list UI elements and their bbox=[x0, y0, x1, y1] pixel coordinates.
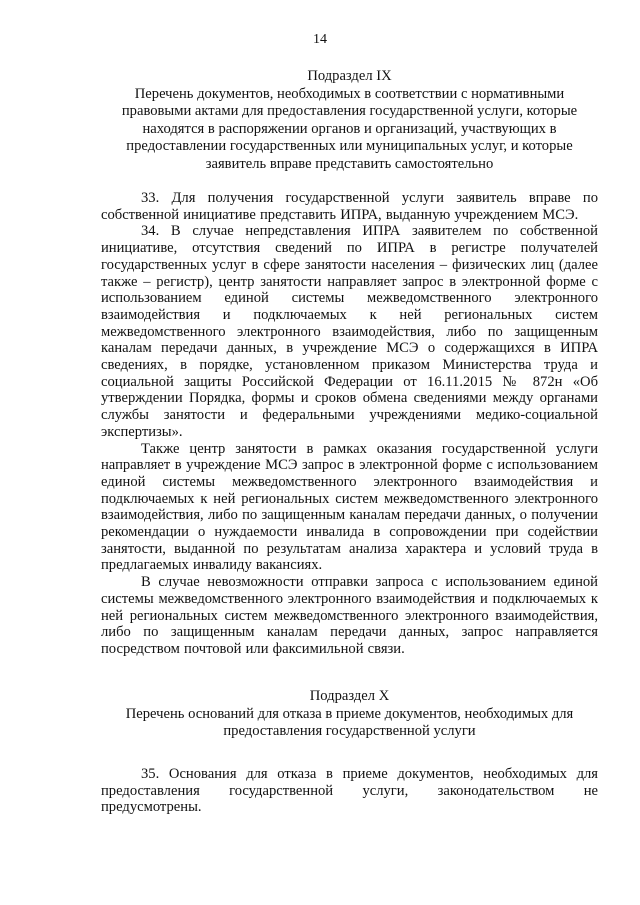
paragraph-35: 35. Основания для отказа в приеме документов, необходимых для предоставления государственной услуги, законодательством не предусмотрены. bbox=[101, 766, 598, 816]
paragraphs-block-1 bbox=[101, 190, 598, 658]
paragraphs-block-2 bbox=[101, 766, 598, 816]
subsection-title: Перечень оснований для отказа в приеме документов, необходимых для предоставления государственной услуги bbox=[125, 705, 574, 739]
paragraph-impossibility: В случае невозможности отправки запроса с использованием единой системы межведомственного электронного взаимодействия и подключаемых к ней региональных систем межведомственного электронного взаимодействия, либо по защищенным каналам передачи данных, запрос направляется посредством почтовой или факсимильной связи. bbox=[101, 574, 598, 657]
paragraph-34: 34. В случае непредставления ИПРА заявителем по собственной инициативе, отсутствия сведений по ИПРА в регистре получателей государственных услуг в сфере занятости населения – физических лиц (далее также – регистр), центр занятости направляет запрос в электронной форме с использованием единой системы межведомственного электронного взаимодействия и подключаемых к ней региональных систем межведомственного электронного взаимодействия, либо по защищенным каналам передачи данных, в учреждение МСЭ о содержащихся в ИПРА сведениях, в порядке, установленном приказом Министерства труда и социальной защиты Российской Федерации от 16.11.2015 № 872н «Об утверждении Порядка, формы и сроков обмена сведениями между органами службы занятости и федеральными учреждениями медико-социальной экспертизы». bbox=[101, 223, 598, 440]
page-number: 14 bbox=[313, 32, 327, 47]
subsection-title: Перечень документов, необходимых в соответствии с нормативными правовыми актами для предоставления государственной услуги, которые находятся в распоряжении органов и организаций, участвующих в предоставлении государственных или муниципальных услуг, и которые заявитель вправе представить самостоятельно bbox=[121, 85, 578, 172]
paragraph-33: 33. Для получения государственной услуги заявитель вправе по собственной инициативе представить ИПРА, выданную учреждением МСЭ. bbox=[101, 190, 598, 223]
subsection-ix-header bbox=[101, 68, 598, 173]
subsection-heading: Подраздел X bbox=[309, 688, 390, 704]
paragraph-also: Также центр занятости в рамках оказания государственной услуги направляет в учреждение МСЭ запрос в электронной форме с использованием единой системы межведомственного электронного взаимодействия и подключаемых к ней региональных систем межведомственного электронного взаимодействия, либо по защищенным каналам передачи данных, о получении рекомендации о нуждаемости инвалида в сопровождении при содействии занятости, выданной по результатам анализа характера и условий труда в предлагаемых инвалиду вакансиях. bbox=[101, 440, 598, 574]
subsection-heading: Подраздел IX bbox=[307, 68, 392, 84]
subsection-x-header bbox=[101, 688, 598, 741]
